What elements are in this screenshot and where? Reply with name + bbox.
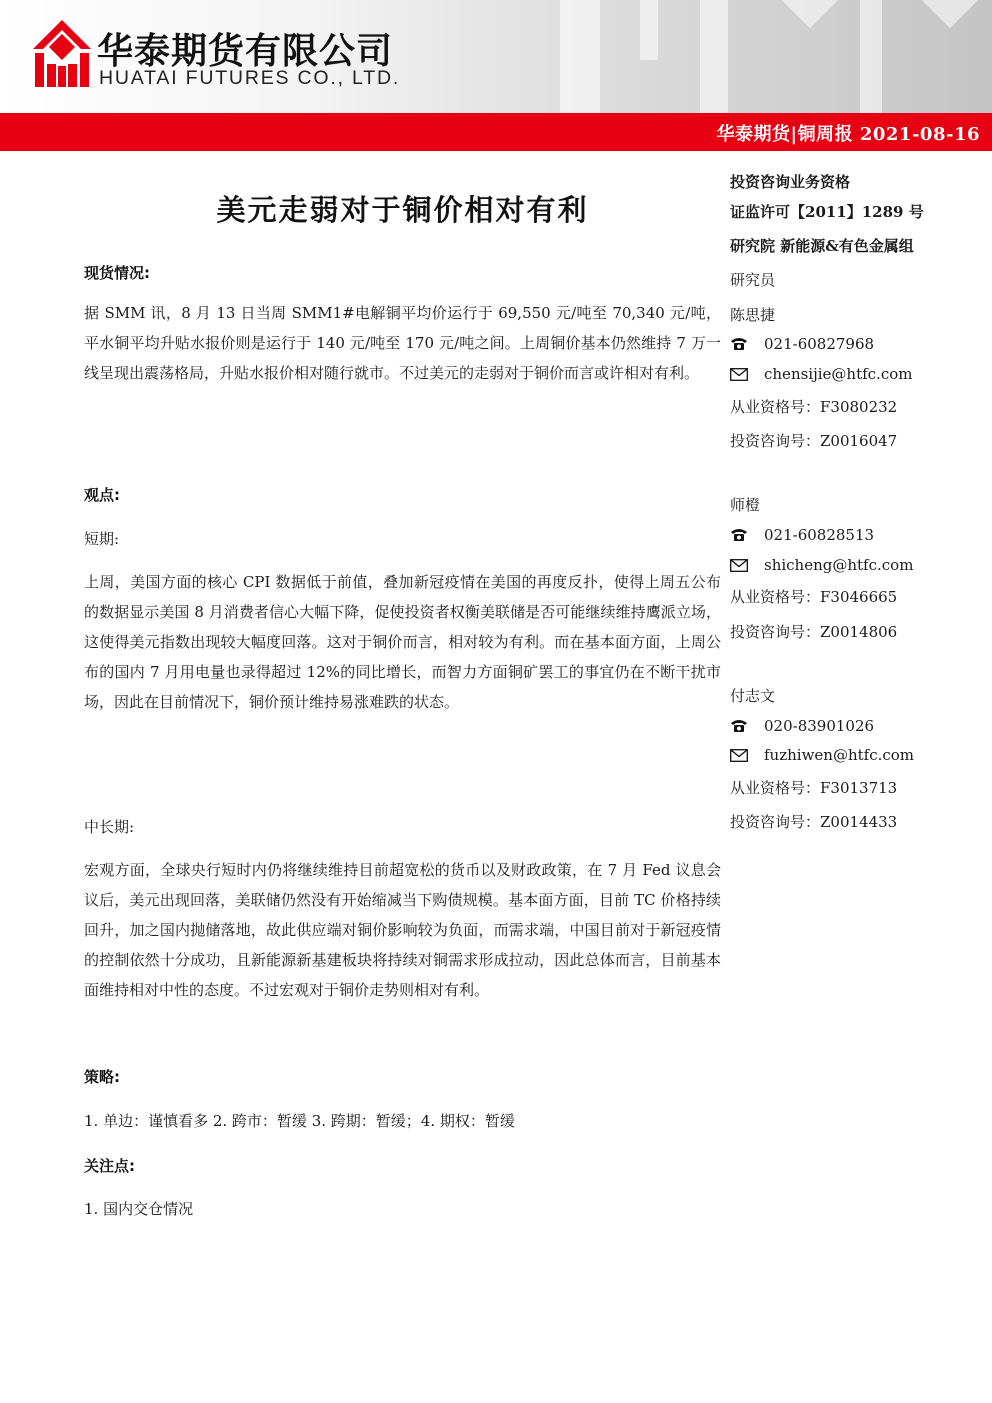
header-decoration (922, 0, 979, 28)
focus-heading: 关注点: (84, 1157, 135, 1175)
header-decoration (640, 0, 658, 60)
analyst-email (730, 746, 914, 764)
view-heading: 观点: (84, 486, 120, 504)
email-icon (730, 746, 764, 764)
header-decoration (700, 0, 728, 113)
role-label: 研究员 (730, 271, 776, 289)
analyst-phone (730, 526, 874, 544)
phone-number: 021-60828513 (764, 526, 875, 544)
mid-long-term-paragraph: 宏观方面，全球央行短时内仍将继续维持目前超宽松的货币以及财政政策，在 7 月 Fed 议息会议后，美元出现回落，美联储仍然没有开始缩减当下购债规模。基本面方面，目前 TC 价格持续回升，加之国内抛储落地，故此供应端对铜价影响较为负面，而需求端，中国目前对于新冠疫情的控制依然十分成功，且新能源新基建板块将持续对铜需求形成拉动，因此总体而言，目前基本面维持相对中性的态度。不过宏观对于铜价走势则相对有利。 (84, 861, 721, 999)
analyst-phone (730, 335, 874, 353)
analyst-phone (730, 717, 874, 735)
analyst-name: 师橙 (730, 496, 761, 514)
report-title: 美元走弱对于铜价相对有利 (216, 193, 589, 227)
header-decoration (782, 0, 839, 28)
phone-icon (730, 526, 764, 544)
spot-paragraph: 据 SMM 讯，8 月 13 日当周 SMM1#电解铜平均价运行于 69,550 元/吨至 70,340 元/吨，平水铜平均升贴水报价则是运行于 140 元/吨至 170 元/吨之间。上周铜价基本仍然维持 7 万一线呈现出震荡格局，升贴水报价相对随行就市。不过美元的走弱对于铜价而言或许相对有利。 (84, 304, 721, 382)
analyst-name: 陈思捷 (730, 306, 776, 324)
report-series-date: 华泰期货|铜周报 2021-08-16 (716, 124, 980, 145)
license-line: 证监许可【2011】1289 号 (730, 203, 924, 221)
phone-number: 020-83901026 (764, 717, 875, 735)
email-address[interactable]: shicheng@htfc.com (764, 556, 914, 574)
strategy-heading: 策略: (84, 1068, 120, 1086)
email-address[interactable]: chensijie@htfc.com (764, 365, 913, 383)
mid-long-term-label: 中长期: (84, 818, 135, 836)
analyst-cert: 从业资格号：F3046665 (730, 588, 898, 606)
phone-number: 021-60827968 (764, 335, 875, 353)
analyst-name: 付志文 (730, 687, 776, 705)
page-header (0, 0, 992, 113)
short-term-label: 短期: (84, 530, 120, 548)
qualification-line: 投资咨询业务资格 (730, 173, 851, 191)
analyst-cert: 从业资格号：F3013713 (730, 779, 898, 797)
analyst-advisor-id: 投资咨询号：Z0016047 (730, 432, 898, 450)
email-address[interactable]: fuzhiwen@htfc.com (764, 746, 915, 764)
phone-icon (730, 335, 764, 353)
phone-icon (730, 717, 764, 735)
header-decoration (560, 0, 600, 113)
analyst-email (730, 365, 912, 383)
analyst-advisor-id: 投资咨询号：Z0014433 (730, 813, 898, 831)
company-name-en: HUATAI FUTURES CO., LTD. (99, 67, 401, 89)
focus-text: 1. 国内交仓情况 (84, 1200, 194, 1218)
header-decoration (860, 0, 882, 113)
company-logo-icon (33, 20, 91, 92)
email-icon (730, 365, 764, 383)
spot-heading: 现货情况: (84, 264, 150, 282)
department-line: 研究院 新能源&有色金属组 (730, 237, 914, 255)
analyst-advisor-id: 投资咨询号：Z0014806 (730, 623, 898, 641)
short-term-paragraph: 上周，美国方面的核心 CPI 数据低于前值，叠加新冠疫情在美国的再度反扑，使得上周五公布的数据显示美国 8 月消费者信心大幅下降，促使投资者权衡美联储是否可能继续维持鹰派立场，这使得美元指数出现较大幅度回落。这对于铜价而言，相对较为有利。而在基本面方面，上周公布的国内 7 月用电量也录得超过 12%的同比增长，而智力方面铜矿罢工的事宜仍在不断干扰市场，因此在目前情况下，铜价预计维持易涨难跌的状态。 (84, 573, 721, 711)
email-icon (730, 556, 764, 574)
strategy-text: 1. 单边：谨慎看多 2. 跨市：暂缓 3. 跨期：暂缓；4. 期权：暂缓 (84, 1112, 515, 1130)
analyst-email (730, 556, 913, 574)
company-name-cn: 华泰期货有限公司 (97, 31, 394, 72)
analyst-cert: 从业资格号：F3080232 (730, 398, 898, 416)
